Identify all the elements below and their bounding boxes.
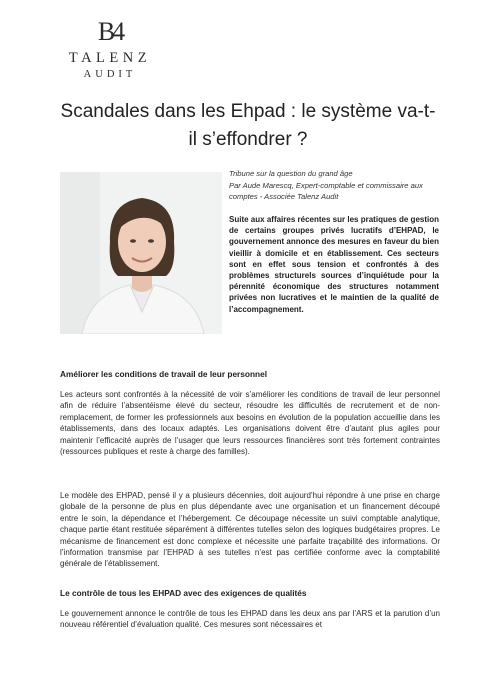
- logo-name-line1: TALENZ: [68, 50, 152, 66]
- paragraph-working-conditions: Les acteurs sont confrontés à la nécessité de voir s’améliorer les conditions de travail de leur personnel afin de réduire l’absentéisme élevé du secteur, résoudre les difficultés de recrutement et de non-remplacement, de former les professionnels aux besoins en évolution de la population accueillie dans les établissements, dans des locaux adaptés. Les organisations doivent être d’autant plus agiles pour maintenir l’efficacité auprès de l’usager que leurs ressources financières sont très fortement contraintes (ressources publiques et reste à charge des familles).: [60, 390, 440, 457]
- paragraph-ehpad-model: Le modèle des EHPAD, pensé il y a plusieurs décennies, doit aujourd’hui répondre à une prise en charge globale de la personne de plus en plus dépendante avec une organisation et un financement découpé entre le soin, la dépendance et l’hébergement. Ce découpage nécessite un suivi comptable analytique, chaque partie étant restituée séparément à différentes tutelles selon des logiques budgétaires propres. Le mécanisme de financement est donc complexe et nécessite une parfaite traçabilité des informations. Or l’information transmise par l’EHPAD à ses tutelles n’est pas certifiée conforme avec la comptabilité générale de l’établissement.: [60, 491, 440, 569]
- tribune-label: Tribune sur la question du grand âge: [229, 169, 353, 178]
- author-portrait-photo: [60, 172, 222, 334]
- author-byline: Par Aude Marescq, Expert-comptable et commissaire aux comptes - Associée Talenz Audit: [229, 180, 423, 201]
- section-heading-working-conditions: Améliorer les conditions de travail de leur personnel: [60, 369, 268, 379]
- talenz-audit-logo: [60, 16, 160, 96]
- portrait-illustration: [60, 172, 222, 334]
- logo-name-line2: AUDIT: [83, 69, 137, 80]
- section-heading-controls: Le contrôle de tous les EHPAD avec des exigences de qualités: [60, 588, 307, 598]
- article-meta: [229, 168, 439, 203]
- article-title: Scandales dans les Ehpad : le système va-t-il s’effondrer ?: [60, 101, 436, 150]
- article-lead: Suite aux affaires récentes sur les pratiques de gestion de certains groupes privés lucratifs d’EHPAD, le gouvernement annonce des mesures en faveur du bien vieillir à domicile et en établissement. Ces secteurs sont en effet sous tension et confrontés à des problèmes structurels sources d’inquiétude pour la pérennité économique des structures notamment privées non lucratives et le maintien de la qualité de l’accompagnement.: [229, 215, 439, 314]
- paragraph-controls: Le gouvernement annonce le contrôle de tous les EHPAD dans les deux ans par l’ARS et la parution d’un nouveau référentiel d’évaluation qualité. Ces mesures sont nécessaires et: [60, 609, 440, 630]
- logo-monogram: B4: [97, 17, 123, 46]
